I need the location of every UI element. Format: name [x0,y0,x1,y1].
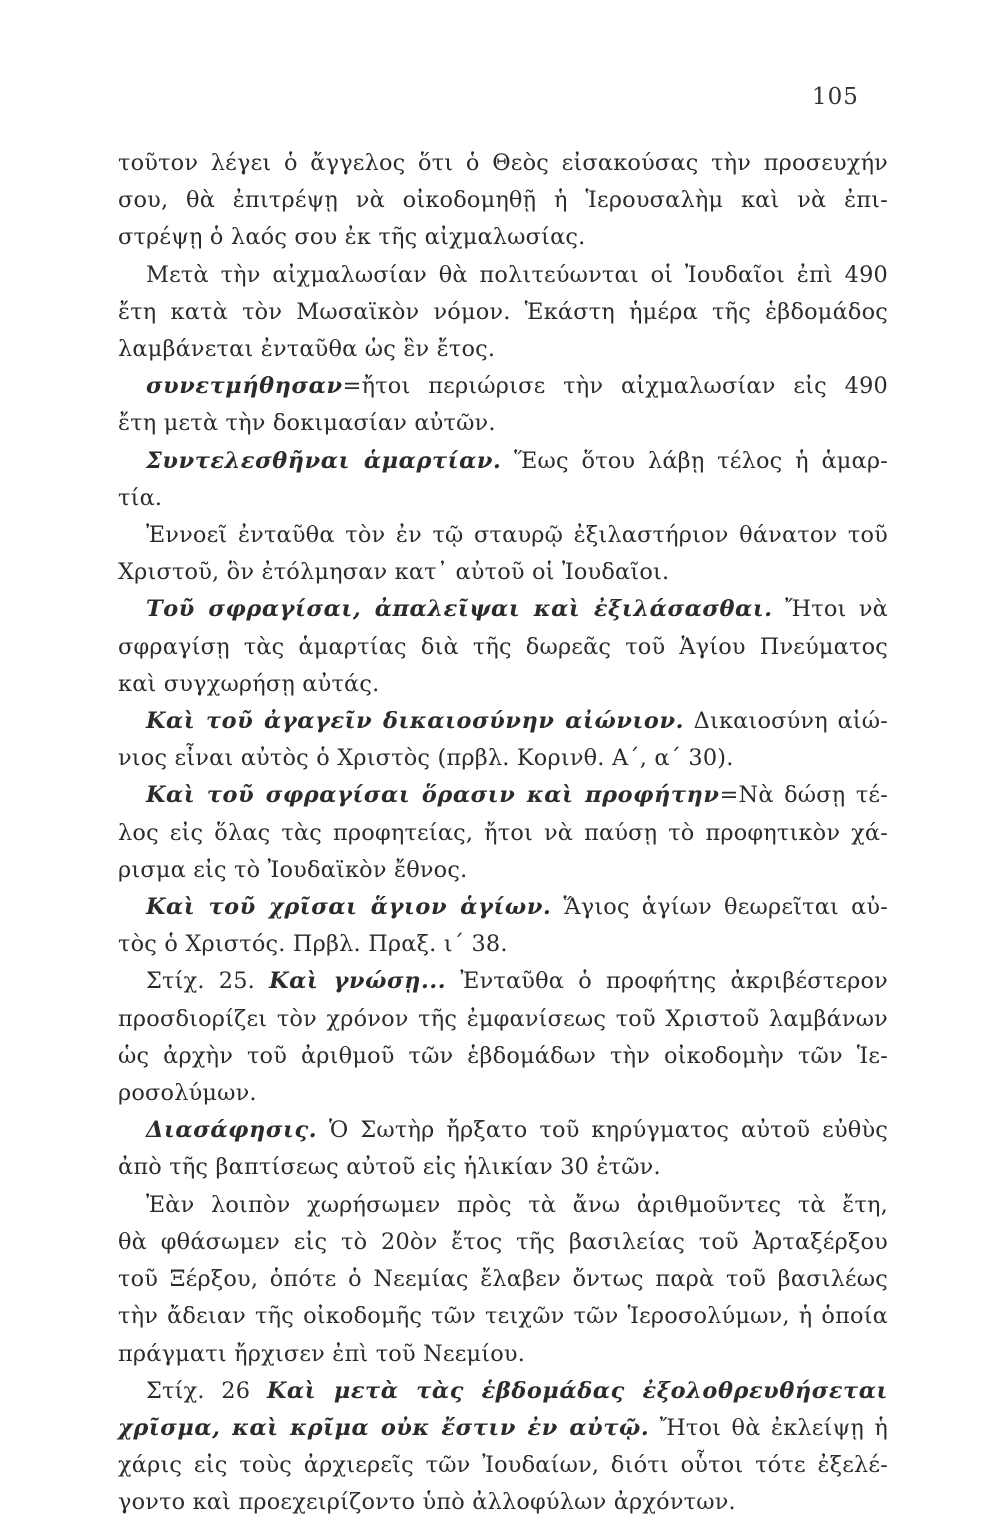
line-text: ὡς ἀρχὴν τοῦ ἀριθμοῦ τῶν ἑβδομάδων τὴν οἰκοδομὴν τῶν Ἱε- [118,1042,888,1069]
text-line [118,963,888,1000]
line-text: Ἤτοι νὰ [772,596,888,623]
line-text: Στίχ. 25. [146,968,270,995]
emphasis-text: Καὶ μετὰ τὰς ἑβδομάδας ἐξολοθρευθήσεται [266,1377,888,1404]
text-line [118,889,888,926]
text-line [118,926,888,963]
emphasis-text: συνετμήθησαν [146,373,343,400]
text-line [118,591,888,628]
page-number: 105 [812,84,859,110]
text-line [118,1224,888,1261]
line-text: =ἤτοι περιώρισε τὴν αἰχμαλωσίαν εἰς 490 [342,373,888,400]
text-line [118,1075,888,1112]
line-text: τοῦ Ξέρξου, ὁπότε ὁ Νεεμίας ἔλαβεν ὄντως παρὰ τοῦ βασιλέως [118,1266,888,1293]
line-text: Μετὰ τὴν αἰχμαλωσίαν θὰ πολιτεύωνται οἱ Ἰουδαῖοι ἐπὶ 490 [146,261,888,288]
text-line [118,145,888,182]
text-line [118,219,888,256]
line-text: λος εἰς ὅλας τὰς προφητείας, ἤτοι νὰ παύσῃ τὸ προφητικὸν χά- [118,819,888,846]
text-line [118,666,888,703]
line-text: τία. [118,484,163,511]
text-line [118,777,888,814]
line-text: Χριστοῦ, ὃν ἐτόλμησαν κατ᾽ αὐτοῦ οἱ Ἰουδαῖοι. [118,559,670,586]
line-text: Ἕως ὅτου λάβῃ τέλος ἡ ἁμαρ- [501,447,888,474]
line-text: τοῦτον λέγει ὁ ἄγγελος ὅτι ὁ Θεὸς εἰσακούσας τὴν προσευχήν [118,150,888,176]
line-text: λαμβάνεται ἐνταῦθα ὡς ἓν ἔτος. [118,336,496,363]
emphasis-text: Καὶ τοῦ χρῖσαι ἅγιον ἁγίων. [146,894,552,921]
emphasis-text: Τοῦ σφραγίσαι, ἀπαλεῖψαι καὶ ἐξιλάσασθαι. [146,596,773,623]
text-line [118,257,888,294]
text-line [118,1149,888,1186]
text-line [118,294,888,331]
line-text: Ἐὰν λοιπὸν χωρήσωμεν πρὸς τὰ ἄνω ἀριθμοῦντες τὰ ἔτη, [146,1191,888,1218]
line-text: Ἐνταῦθα ὁ προφήτης ἀκριβέστερον [446,968,888,995]
text-line [118,182,888,219]
text-line [118,1001,888,1038]
line-text: Στίχ. 26 [146,1377,267,1404]
line-text: Ἅγιος ἁγίων θεωρεῖται αὐ- [551,894,888,921]
text-line [118,554,888,591]
emphasis-text: Καὶ τοῦ ἀγαγεῖν δικαιοσύνην αἰώνιον. [146,708,684,735]
line-text: ροσολύμων. [118,1080,257,1107]
text-line [118,368,888,405]
text-line [118,1038,888,1075]
text-line [118,480,888,517]
text-line [118,405,888,442]
text-line [118,740,888,777]
text-line [118,1484,888,1521]
line-text: τὴν ἄδειαν τῆς οἰκοδομῆς τῶν τειχῶν τῶν Ἱεροσολύμων, ἡ ὁποία [118,1303,888,1330]
text-line [118,1261,888,1298]
text-line [118,815,888,852]
text-line [118,852,888,889]
line-text: ἔτη κατὰ τὸν Μωσαϊκὸν νόμον. Ἑκάστη ἡμέρα τῆς ἑβδομάδος [118,298,888,325]
text-line [118,443,888,480]
text-line [118,703,888,740]
line-text: στρέψῃ ὁ λαός σου ἐκ τῆς αἰχμαλωσίας. [118,224,586,251]
text-line [118,1298,888,1335]
emphasis-text: Καὶ τοῦ σφραγίσαι ὅρασιν καὶ προφήτην [146,782,720,809]
line-text: ἀπὸ τῆς βαπτίσεως αὐτοῦ εἰς ἡλικίαν 30 ἐτῶν. [118,1154,661,1181]
emphasis-text: Διασάφησις. [146,1117,318,1144]
text-line [118,629,888,666]
line-text: χάρις εἰς τοὺς ἀρχιερεῖς τῶν Ἰουδαίων, διότι οὗτοι τότε ἐξελέ- [118,1452,888,1479]
line-text: προσδιορίζει τὸν χρόνον τῆς ἐμφανίσεως τοῦ Χριστοῦ λαμβάνων [118,1005,888,1032]
text-line [118,517,888,554]
emphasis-text: Συντελεσθῆναι ἁμαρτίαν. [146,447,502,474]
line-text: Ὁ Σωτὴρ ἤρξατο τοῦ κηρύγματος αὐτοῦ εὐθὺς [317,1117,888,1144]
text-line [118,331,888,368]
line-text: σου, θὰ ἐπιτρέψῃ νὰ οἰκοδομηθῇ ἡ Ἱερουσαλὴμ καὶ νὰ ἐπι- [118,187,888,214]
line-text: θὰ φθάσωμεν εἰς τὸ 20ὸν ἔτος τῆς βασιλείας τοῦ Ἀρταξέρξου [118,1228,888,1255]
line-text: Ἐννοεῖ ἐνταῦθα τὸν ἐν τῷ σταυρῷ ἐξιλαστήριον θάνατον τοῦ [146,522,888,549]
text-line [118,1447,888,1484]
line-text: ἔτη μετὰ τὴν δοκιμασίαν αὐτῶν. [118,410,496,437]
text-line [118,1112,888,1149]
line-text: πράγματι ἤρχισεν ἐπὶ τοῦ Νεεμίου. [118,1340,526,1367]
text-line [118,1373,888,1410]
line-text: Δικαιοσύνη αἰώ- [684,708,888,735]
line-text: γοντο καὶ προεχειρίζοντο ὑπὸ ἀλλοφύλων ἀρχόντων. [118,1489,736,1516]
line-text: =Νὰ δώσῃ τέ- [719,782,888,809]
text-line [118,1187,888,1224]
body-text [118,145,888,1522]
emphasis-text: Καὶ γνώσῃ... [269,968,447,995]
line-text: τὸς ὁ Χριστός. Πρβλ. Πραξ. ι΄ 38. [118,931,508,958]
emphasis-text: χρῖσμα, καὶ κρῖμα οὐκ ἔστιν ἐν αὐτῷ. [118,1414,650,1441]
line-text: ρισμα εἰς τὸ Ἰουδαϊκὸν ἔθνος. [118,856,468,883]
text-line [118,1336,888,1373]
line-text: καὶ συγχωρήσῃ αὐτάς. [118,670,380,697]
line-text: Ἤτοι θὰ ἐκλείψῃ ἡ [649,1414,888,1441]
line-text: σφραγίσῃ τὰς ἁμαρτίας διὰ τῆς δωρεᾶς τοῦ Ἁγίου Πνεύματος [118,633,888,660]
text-line [118,1410,888,1447]
line-text: νιος εἶναι αὐτὸς ὁ Χριστὸς (πρβλ. Κορινθ. Α΄, α΄ 30). [118,745,734,772]
